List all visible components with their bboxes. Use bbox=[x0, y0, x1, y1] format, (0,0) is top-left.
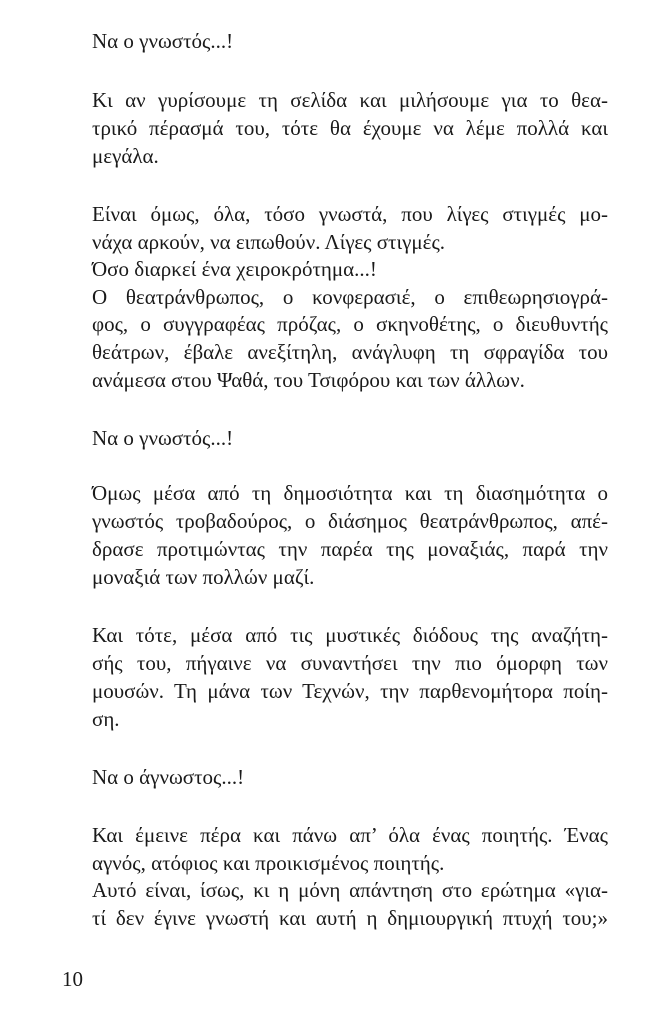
text-line: Να ο γνωστός...! bbox=[92, 426, 234, 450]
text-line: ση. bbox=[92, 707, 120, 731]
text-line: τρικό πέρασμά του, τότε θα έχουμε να λέμε πολλά και bbox=[92, 116, 608, 140]
text-line: Και τότε, μέσα από τις μυστικές διόδους της αναζήτη- bbox=[92, 623, 608, 647]
text-line: μεγάλα. bbox=[92, 144, 159, 168]
text-line: μοναξιά των πολλών μαζί. bbox=[92, 565, 315, 589]
text-line: φος, ο συγγραφέας πρόζας, ο σκηνοθέτης, ο διευθυντής bbox=[92, 312, 608, 336]
text-line: τί δεν έγινε γνωστή και αυτή η δημιουργική πτυχή του;» bbox=[92, 906, 608, 930]
text-line: Όμως μέσα από τη δημοσιότητα και τη διασημότητα ο bbox=[92, 481, 608, 505]
text-line: Και έμεινε πέρα και πάνω απ’ όλα ένας ποιητής. Ένας bbox=[92, 823, 608, 847]
text-line: Να ο γνωστός...! bbox=[92, 29, 234, 53]
text-line: σής του, πήγαινε να συναντήσει την πιο όμορφη των bbox=[92, 651, 608, 675]
text-line: μουσών. Τη μάνα των Τεχνών, την παρθενομήτορα ποίη- bbox=[92, 679, 608, 703]
text-line: δρασε προτιμώντας την παρέα της μοναξιάς, παρά την bbox=[92, 537, 608, 561]
text-line: ανάμεσα στου Ψαθά, του Τσιφόρου και των άλλων. bbox=[92, 368, 525, 392]
page-number: 10 bbox=[62, 967, 83, 991]
text-line: νάχα αρκούν, να ειπωθούν. Λίγες στιγμές. bbox=[92, 230, 446, 254]
text-line: αγνός, ατόφιος και προικισμένος ποιητής. bbox=[92, 851, 445, 875]
text-line: γνωστός τροβαδούρος, ο διάσημος θεατράνθρωπος, απέ- bbox=[92, 509, 608, 533]
text-line: Αυτό είναι, ίσως, κι η μόνη απάντηση στο ερώτημα «για- bbox=[92, 878, 608, 902]
text-line: Να ο άγνωστος...! bbox=[92, 765, 245, 789]
text-line: Είναι όμως, όλα, τόσο γνωστά, που λίγες στιγμές μο- bbox=[92, 202, 608, 226]
text-line: Ο θεατράνθρωπος, ο κονφερασιέ, ο επιθεωρησιογρά- bbox=[92, 285, 608, 309]
text-line: Κι αν γυρίσουμε τη σελίδα και μιλήσουμε για το θεα- bbox=[92, 88, 608, 112]
text-line: Όσο διαρκεί ένα χειροκρότημα...! bbox=[92, 257, 377, 281]
text-line: θεάτρων, έβαλε ανεξίτηλη, ανάγλυφη τη σφραγίδα του bbox=[92, 340, 608, 364]
